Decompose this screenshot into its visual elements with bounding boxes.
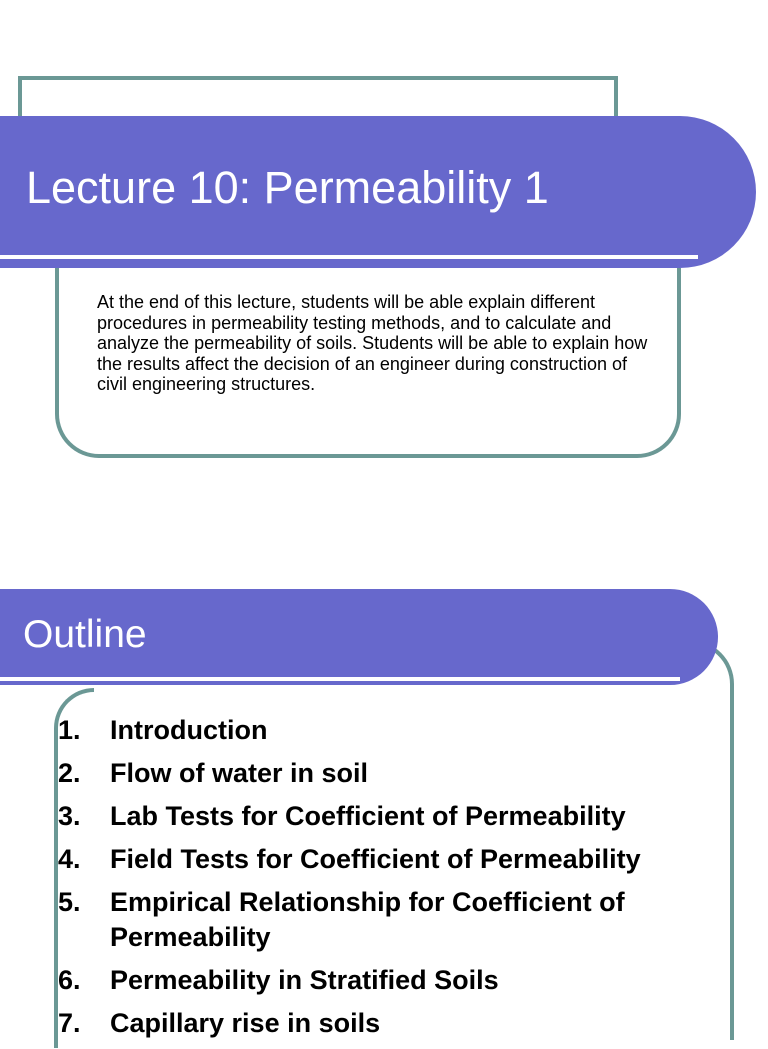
slide1-body-text: At the end of this lecture, students will be able explain different procedures in permeability testing methods, and to calculate and analyze the permeability of soils. Students will be able to explain how the results affect the decision of an engineer during construction of civil engineering structures. <box>97 292 648 394</box>
outline-item-number: 3. <box>58 801 81 831</box>
outline-item-number: 2. <box>58 758 81 788</box>
outline-item <box>58 799 718 834</box>
outline-item-text: Empirical Relationship for Coefficient of Permeability <box>110 887 625 952</box>
outline-item-number: 5. <box>58 887 81 917</box>
outline-item-text: Capillary rise in soils <box>110 1008 381 1038</box>
outline-item-text: Permeability in Stratified Soils <box>110 965 499 995</box>
outline-item <box>58 713 718 748</box>
outline-item <box>58 885 718 955</box>
outline-item-text: Introduction <box>110 715 268 745</box>
outline-item <box>58 842 718 877</box>
outline-item-number: 7. <box>58 1008 81 1038</box>
outline-item-number: 4. <box>58 844 81 874</box>
outline-list <box>58 713 718 1049</box>
slide1-title-underline <box>0 255 698 259</box>
outline-item-text: Field Tests for Coefficient of Permeability <box>110 844 641 874</box>
outline-item-text: Flow of water in soil <box>110 758 369 788</box>
outline-item-text: Lab Tests for Coefficient of Permeability <box>110 801 626 831</box>
outline-item-number: 1. <box>58 715 81 745</box>
slide1-title: Lecture 10: Permeability 1 <box>26 162 549 213</box>
outline-item <box>58 756 718 791</box>
slide2-title-underline <box>0 677 680 681</box>
outline-item-number: 6. <box>58 965 81 995</box>
slide2-title: Outline <box>23 613 147 656</box>
outline-item <box>58 963 718 998</box>
